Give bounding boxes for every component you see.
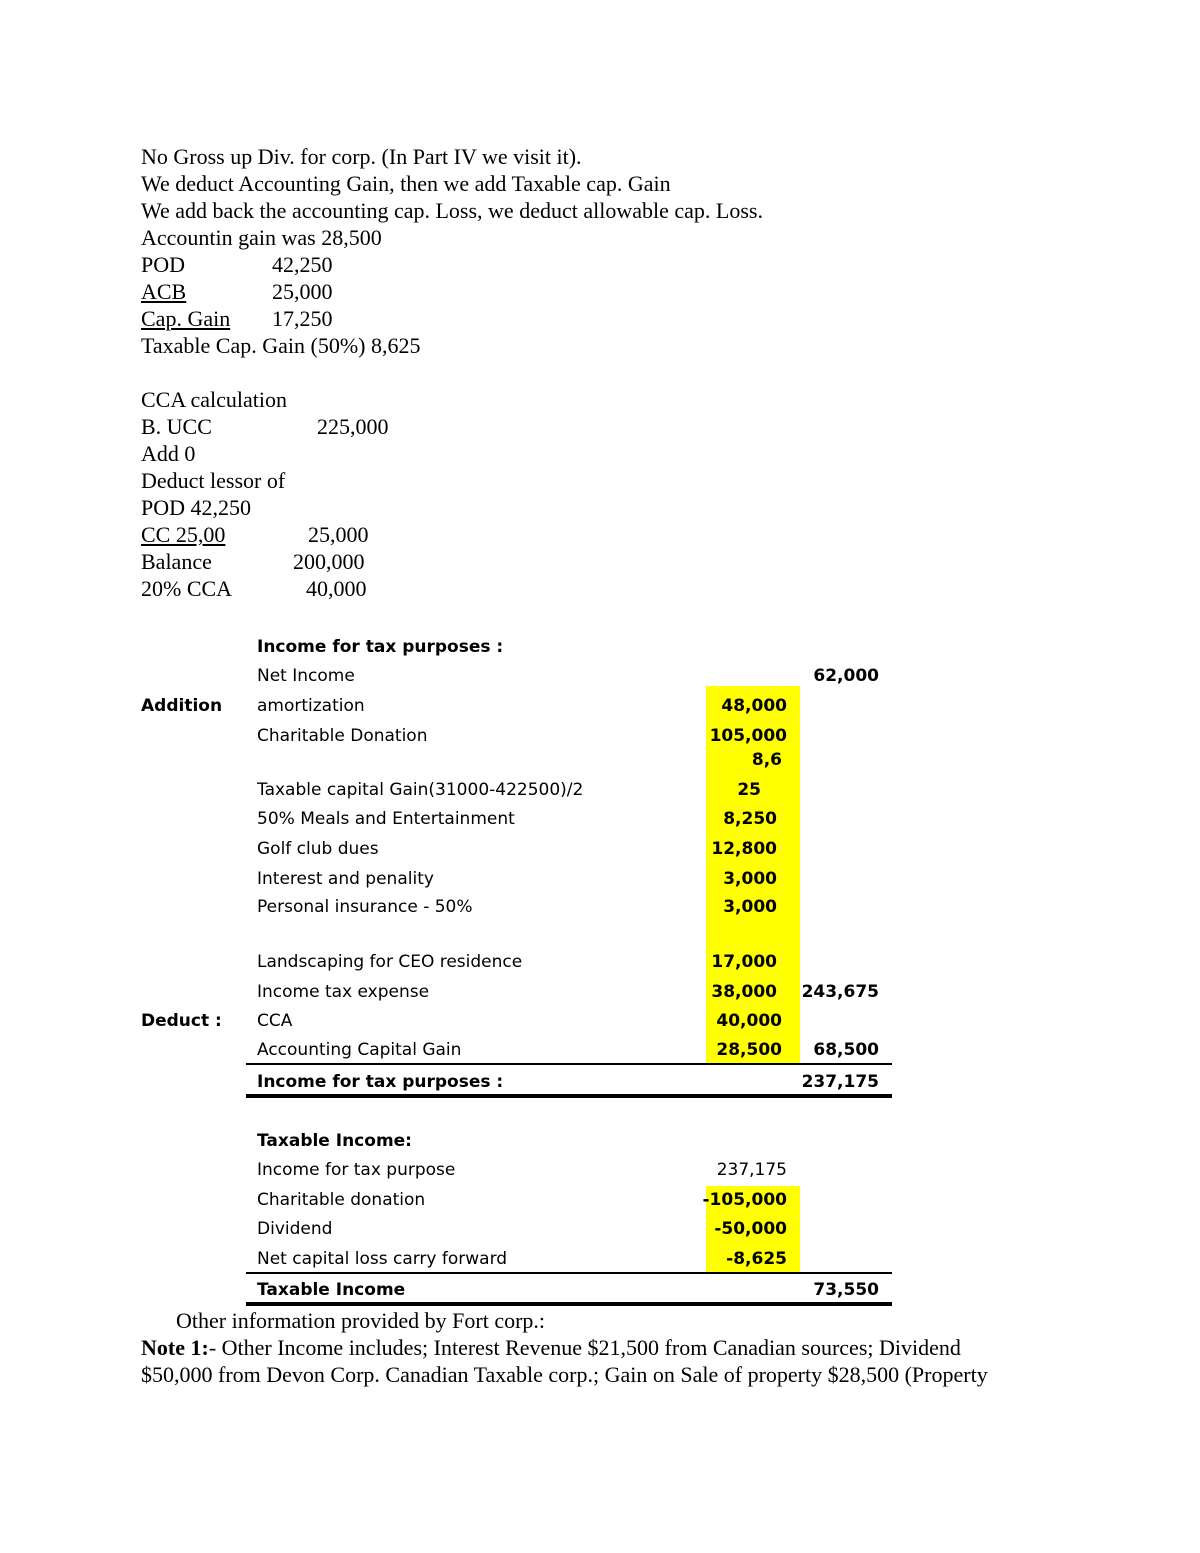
row-label: Personal insurance - 50% [257,897,473,917]
row-value: 38,000 [711,982,777,1002]
note-line-2: We deduct Accounting Gain, then we add Taxable cap. Gain [141,171,671,196]
table2-heading: Taxable Income: [257,1131,412,1151]
capgain-value: 17,250 [272,306,333,331]
row-value: -8,625 [726,1249,787,1269]
deduct-label: Deduct : [141,1011,222,1031]
cc-value: 25,000 [308,522,369,547]
row-value: 28,500 [716,1040,782,1060]
row-label: CCA [257,1011,293,1031]
row-value: 105,000 [709,726,787,746]
balance-label: Balance [141,549,212,574]
row-value: 3,000 [723,897,777,917]
row-label: Dividend [257,1219,333,1239]
row-label: Interest and penality [257,869,434,889]
ucc-value: 225,000 [317,414,389,439]
table2-result-value: 73,550 [813,1280,879,1300]
table2-total-rule [246,1302,892,1306]
table1-result-label: Income for tax purposes : [257,1072,504,1092]
table1-result-value: 237,175 [801,1072,879,1092]
row-label: Income tax expense [257,982,430,1002]
balance-value: 200,000 [293,549,365,574]
additions-total: 243,675 [801,982,879,1002]
table2-result-label: Taxable Income [257,1280,406,1300]
row-value: -105,000 [702,1190,787,1210]
cca-pod-line: POD 42,250 [141,495,252,520]
table1-subtotal-rule [246,1063,892,1065]
row-label: Golf club dues [257,839,379,859]
acb-label: ACB [141,279,187,304]
row-value: 48,000 [721,696,787,716]
other-info-line: Other information provided by Fort corp.: [176,1308,546,1333]
row-value: -50,000 [714,1219,787,1239]
note-line-3: We add back the accounting cap. Loss, we deduct allowable cap. Loss. [141,198,763,223]
cca-title: CCA calculation [141,387,288,412]
row-value: 237,175 [716,1160,787,1180]
row-value-top: 8,6 [751,750,782,770]
table2-subtotal-rule [246,1272,892,1274]
net-income-label: Net Income [257,666,355,686]
table1-heading: Income for tax purposes : [257,637,504,657]
row-value: 3,000 [723,869,777,889]
cca-rate-value: 40,000 [306,576,367,601]
row-value: 25 [737,780,761,800]
row-label: Income for tax purpose [257,1160,456,1180]
deductions-total: 68,500 [813,1040,879,1060]
addition-label: Addition [141,696,223,716]
note-1-label: Note 1: [141,1335,209,1360]
acb-row [141,278,337,305]
note-1-continuation: $50,000 from Devon Corp. Canadian Taxable corp.; Gain on Sale of property $28,500 (Property [141,1362,988,1387]
row-label: Charitable donation [257,1190,426,1210]
cca-deduct-line: Deduct lessor of [141,468,286,493]
note-1-line [141,1334,961,1361]
cca-rate-label: 20% CCA [141,576,233,601]
row-label: Accounting Capital Gain [257,1040,462,1060]
row-label: Net capital loss carry forward [257,1249,508,1269]
note-1-text: - Other Income includes; Interest Revenue $21,500 from Canadian sources; Dividend [208,1335,961,1360]
row-label: Charitable Donation [257,726,428,746]
row-value: 8,250 [723,809,777,829]
ucc-label: B. UCC [141,414,212,439]
taxable-cap-gain-line: Taxable Cap. Gain (50%) 8,625 [141,333,421,358]
cca-add-line: Add 0 [141,441,196,466]
row-label: amortization [257,696,365,716]
row-label: 50% Meals and Entertainment [257,809,515,829]
capgain-row [141,305,337,332]
acb-value: 25,000 [272,279,333,304]
row-value: 17,000 [711,952,777,972]
pod-label: POD [141,252,186,277]
cc-row [141,521,374,548]
row-label: Taxable capital Gain(31000-422500)/2 [257,780,584,800]
table1-total-rule [246,1094,892,1098]
cc-label: CC 25,00 [141,522,226,547]
note-line-1: No Gross up Div. for corp. (In Part IV we visit it). [141,144,582,169]
row-value: 12,800 [711,839,777,859]
note-line-4: Accountin gain was 28,500 [141,225,382,250]
row-value: 40,000 [716,1011,782,1031]
capgain-label: Cap. Gain [141,306,231,331]
row-label: Landscaping for CEO residence [257,952,523,972]
pod-value: 42,250 [272,252,333,277]
net-income-value: 62,000 [813,666,879,686]
